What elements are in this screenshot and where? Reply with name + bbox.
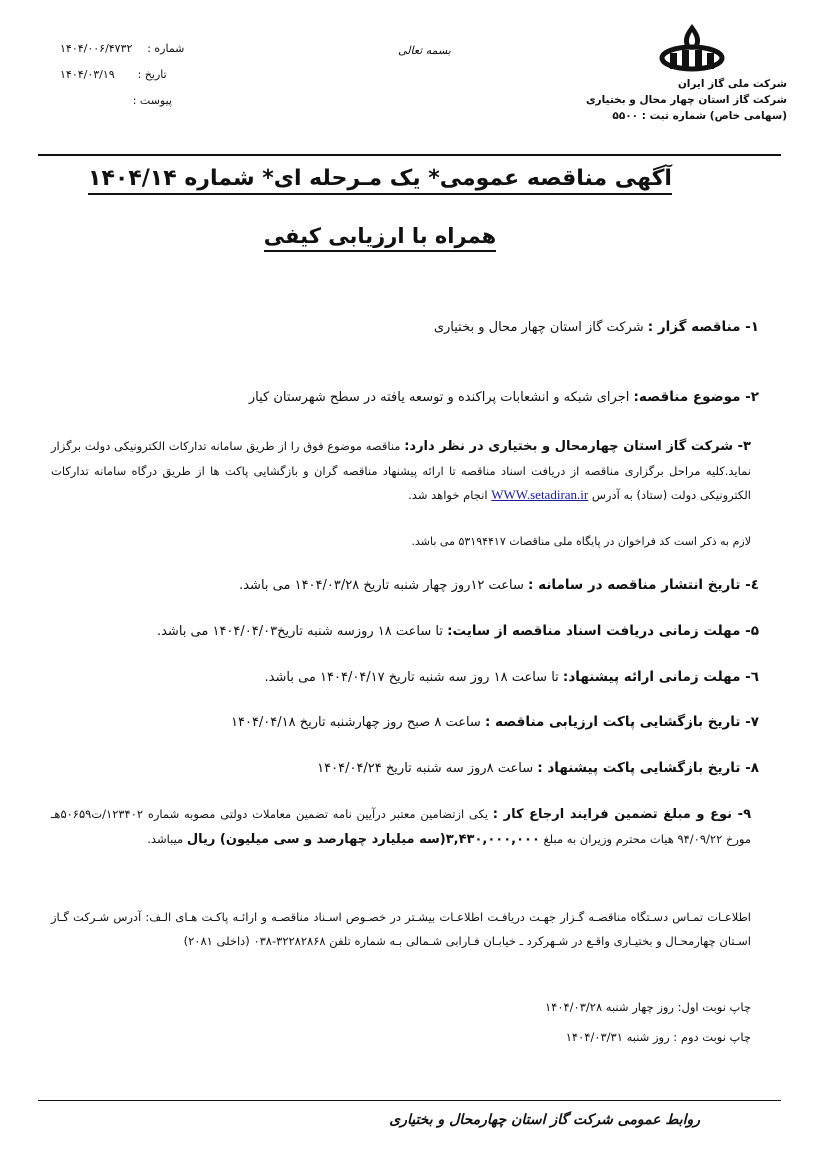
item-2-heading: ۲- موضوع مناقصه: (633, 389, 759, 405)
item-tender-issuer (59, 316, 759, 339)
meta-number-row (60, 36, 240, 62)
item-4-text: ساعت ۱۲روز چهار شنبه تاریخ ۱۴۰۴/۰۳/۲۸ می باشد. (239, 578, 529, 593)
item-evaluation-opening (59, 711, 759, 734)
setad-link[interactable]: WWW.setadiran.ir (491, 487, 589, 502)
contact-info: اطلاعـات تمـاس دسـتگاه مناقصـه گـزار جهـت دریافـت اطلاعـات بیشـتر در خصـوص اسـناد مناقصـه و ارائـه پاکـت هـای الـف: آدرس شـرکت گـاز اسـتان چهارمحـال و بختیـاری واقـع در شـهرکرد ـ خیابـان فـارابی شـمالی بـه شماره تلفن ۳۲۲۸۲۸۶۸-۰۳۸ (داخلی ۲۰۸۱) (51, 910, 751, 948)
item-1-heading: ۱- مناقصه گزار : (647, 319, 759, 335)
meta-date-row (60, 62, 240, 88)
date-value: ۱۴۰۴/۰۳/۱۹ (60, 68, 115, 81)
item-1-text: شرکت گاز استان چهار محال و بختیاری (433, 320, 648, 335)
item-3-text: مناقصه موضوع فوق را از طریق سامانه تدارکات الکترونیکی دولت برگزار نماید.کلیه مراحل برگزاری مناقصه از دریافت اسناد مناقصه تا ارائه پیشنهاد مناقصه گران و بازگشایی پاکت ها از طریق درگاه سامانه تدارکات الکترونیکی دولت (ستاد) به آدرس (51, 439, 751, 502)
item-9-heading: ۹- نوع و مبلغ تضمین فرایند ارجاع کار : (492, 807, 752, 822)
item-3-heading: ۳- شرکت گاز استان چهارمحال و بختیاری در نظر دارد: (404, 439, 751, 454)
letter-meta (60, 36, 240, 114)
call-code-note: لازم به ذکر است کد فراخوان در پایگاه ملی مناقصات ۵۳۱۹۴۴۱۷ می باشد. (411, 535, 751, 548)
footer-text: روابط عمومی شرکت گاز استان چهارمحال و بختیاری (389, 1112, 700, 1128)
item-9-amount: ۳,۴۳۰,۰۰۰,۰۰۰(سه میلیارد چهارصد و سی میلیون) ریال (186, 832, 540, 847)
company-block (527, 76, 787, 124)
company-registration: (سهامی خاص) شماره ثبت : ۵۵۰۰ (612, 110, 787, 122)
footer-divider (38, 1100, 781, 1101)
item-5-heading: ۵- مهلت زمانی دریافت اسناد مناقصه از سایت: (447, 623, 759, 639)
page-title: آگهی مناقصه عمومی* یک مـرحله ای* شماره ۱۴۰۴/۱۴ (60, 166, 700, 191)
item-proposal-deadline (59, 666, 759, 689)
item-proposal-opening (59, 757, 759, 780)
item-guarantee (51, 802, 751, 852)
item-2-text: اجرای شبکه و انشعابات پراکنده و توسعه یافته در سطح شهرستان کیار (248, 390, 634, 405)
item-tender-subject (59, 386, 759, 409)
item-3-tail: انجام خواهد شد. (408, 488, 492, 502)
item-publish-date (59, 574, 759, 597)
print-first: چاپ نوبت اول: روز چهار شنبه ۱۴۰۴/۰۳/۲۸ (544, 1000, 751, 1014)
item-7-text: ساعت ۸ صبح روز چهارشنبه تاریخ ۱۴۰۴/۰۴/۱۸ (231, 715, 485, 730)
company-logo (652, 20, 732, 78)
item-6-heading: ٦- مهلت زمانی ارائه پیشنهاد: (562, 669, 759, 685)
attachment-label: پیوست : (132, 94, 172, 107)
item-8-text: ساعت ۸روز سه شنبه تاریخ ۱۴۰۴/۰۴/۲۴ (317, 761, 538, 776)
item-5-text: تا ساعت ۱۸ روزسه شنبه تاریخ۱۴۰۴/۰۴/۰۳ می باشد. (156, 624, 448, 639)
number-value: ۱۴۰۴/۰۰۶/۴۷۳۲ (60, 42, 133, 55)
number-label: شماره : (147, 42, 185, 55)
item-7-heading: ۷- تاریخ بازگشایی پاکت ارزیابی مناقصه : (484, 714, 759, 730)
header-divider (38, 154, 781, 156)
company-subsidiary: شرکت گاز استان چهار محال و بختیاری (585, 94, 787, 106)
page-subtitle: همراه با ارزیابی کیفی (60, 224, 700, 248)
meta-attachment-row (60, 88, 240, 114)
item-procedure (51, 434, 751, 507)
item-document-deadline (59, 620, 759, 643)
date-label: تاریخ : (137, 68, 167, 81)
item-9-tail: میباشد. (147, 832, 187, 846)
item-4-heading: ٤- تاریخ انتشار مناقصه در سامانه : (528, 577, 759, 593)
basmala: بسمه تعالی (398, 44, 451, 57)
company-name: شرکت ملی گاز ایران (677, 78, 787, 90)
print-second: چاپ نوبت دوم : روز شنبه ۱۴۰۴/۰۳/۳۱ (565, 1030, 751, 1044)
flame-logo-icon (652, 20, 732, 78)
item-9-text: یکی ازتضامین معتبر درآیین نامه تضمین معاملات دولتی مصوبه شماره ۱۲۳۴۰۲/ت۵۰۶۵۹هـ مورخ ۹۴/۰۹/۲۲ هیات محترم وزیران به مبلغ (51, 807, 751, 846)
item-8-heading: ۸- تاریخ بازگشایی پاکت پیشنهاد : (537, 760, 759, 776)
item-6-text: تا ساعت ۱۸ روز سه شنبه تاریخ ۱۴۰۴/۰۴/۱۷ می باشد. (264, 670, 563, 685)
